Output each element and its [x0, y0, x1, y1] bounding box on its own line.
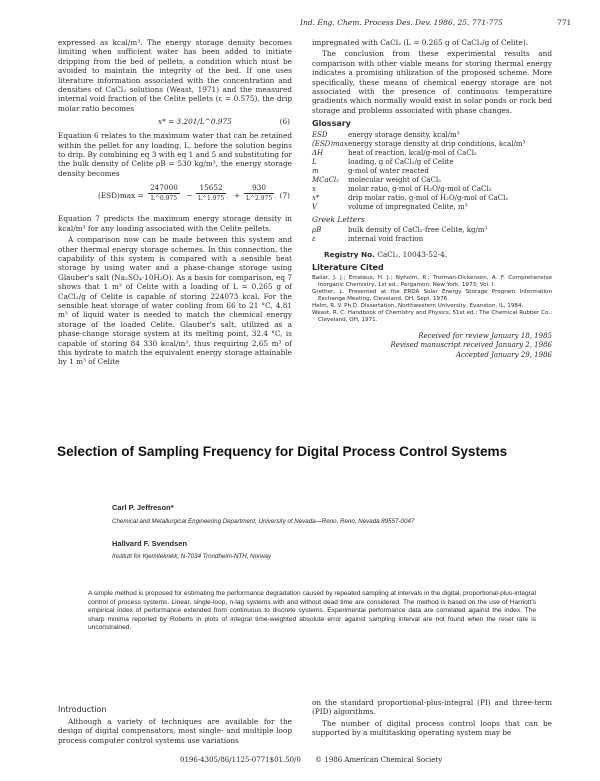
paragraph: impregnated with CaCl₂ (L = 0.265 g of CaCl₂/g of Celite).	[312, 38, 528, 47]
article-title: Selection of Sampling Frequency for Digital Process Control Systems	[57, 444, 508, 459]
paragraph: The conclusion from these experimental results and comparison with other viable means for storing thermal energy indicates a promising utilization of the proposed scheme. More specifically, these means of chemical energy storage are not associated with the presence of continuous temperature gradients which normally would exist in solar ponds or rock bed storage and problems associated with phase changes.	[312, 49, 552, 115]
glossary-symbol: m	[312, 166, 319, 175]
paragraph: Although a variety of techniques are available for the design of digital compensators, most single- and multiple loop process computer control systems use variations	[58, 717, 292, 745]
glossary-symbol: ρB	[312, 226, 322, 235]
glossary-symbol: (ESD)max	[312, 139, 348, 148]
manuscript-dates	[312, 332, 552, 360]
glossary-item	[312, 176, 552, 185]
denominator: L^0.975	[150, 194, 178, 202]
registry-label: Registry No.	[324, 250, 375, 260]
registry-value: CaCl₂, 10043-52-4.	[377, 250, 448, 260]
greek-letters-heading: Greek Letters	[312, 214, 365, 224]
denominator: L^2.975	[246, 194, 273, 202]
equation-6	[58, 115, 292, 129]
glossary-heading: Glossary	[312, 119, 351, 129]
glossary-symbol: MCaCl₂	[312, 175, 340, 184]
literature-list	[312, 275, 552, 324]
denominator: L^1.975	[198, 194, 225, 202]
reference-item: Grether, L. Presented at the ERDA Solar Energy Storage Program Information Exchange Meeting, Cleveland, OH, Sept. 1976.	[312, 288, 552, 302]
glossary-item	[312, 158, 552, 167]
revised-date: Revised manuscript received January 2, 1986	[390, 341, 552, 350]
glossary-symbol: ΔH	[312, 148, 324, 157]
glossary-item	[312, 167, 552, 176]
glossary-symbol: x*	[312, 193, 320, 202]
numerator: 15652	[196, 183, 226, 193]
glossary-definition: internal void fraction	[348, 235, 424, 244]
glossary-definition: loading, g of CaCl₂/g of Celite	[348, 157, 454, 166]
glossary-item	[312, 140, 552, 149]
glossary-definition: molecular weight of CaCl₂	[348, 175, 442, 184]
numerator: 247000	[150, 183, 178, 193]
glossary-item	[312, 203, 552, 212]
glossary-definition: molar ratio, g-mol of H₂O/g-mol of CaCl₂	[348, 184, 492, 193]
paragraph: Equation 7 predicts the maximum energy storage density in kcal/m³ for any loading associated with the Celite pellets.	[58, 214, 292, 233]
glossary-symbol: ESD	[312, 130, 328, 139]
plus-sign: +	[234, 191, 241, 201]
paragraph: on the standard proportional-plus-integral (PI) and three-term (PID) algorithms.	[312, 698, 552, 717]
glossary-list	[312, 131, 552, 212]
minus-sign: −	[186, 191, 193, 201]
glossary-definition: drip molar ratio, g-mol of H₂O/g-mol of CaCl₂	[348, 193, 509, 202]
glossary-definition: bulk density of CaCl₂-free Celite, kg/m³	[348, 226, 488, 235]
equation-7	[58, 181, 292, 211]
glossary-definition: energy storage density, kcal/m³	[348, 130, 460, 139]
glossary-definition: heat of reaction, kcal/g-mol of CaCl₂	[348, 148, 477, 157]
paragraph: A comparison now can be made between this system and other thermal energy storage schemes. In this connection, the capability of this system is compared with a sensible heat storage by using water and a phase-change storage using Glauber's salt (Na₂SO₄·10H₂O). As a basis for comparison, eq 7 shows that 1 m³ of Celite with a loading of L = 0.265 g of CaCl₂/g of Celite is capable of storing 224073 kcal. For the sensible heat storage of water cooling from 66 to 21 °C, 4.81 m³ of liquid water is needed to match the chemical energy storage of the loaded Celite. Glauber's salt, utilized as a phase-change storage system at its melting point, 32.4 °C, is capable of storing 84 330 kcal/m³, thus requiring 2.65 m³ of this hydrate to match the equivalent energy storage attainable by 1 m³ of Celite	[58, 235, 292, 367]
reference-item: Helm, R. V. Ph.D. Dissertation, Northwestern University, Evanston, IL, 1984.	[312, 302, 524, 309]
glossary-item	[312, 149, 552, 158]
received-date: Received for review January 18, 1985	[418, 331, 552, 340]
reference-item: Bailar, J. J.; Emeleus, H. J.; Nyholm, R.; Trotman-Dickenson, A. F. Comprehensive Inorganic Chemistry, 1st ed.; Pergamon: New York, 1973; Vol. I.	[312, 274, 552, 288]
fraction-term-3	[244, 183, 274, 203]
paragraph: expressed as kcal/m³. The energy storage density becomes limiting when sufficient water has been added to initiate dripping from the bed of pellets, a condition which must be avoided to maintain the integrity of the bed. If one uses literature information associated with the concentration and densities of CaCl₂ solutions (Weast, 1971) and the measured internal void fraction of the Celite pellets (ε = 0.575), the drip molar ratio becomes	[58, 38, 292, 113]
fraction-term-1	[148, 183, 180, 203]
page-footer	[180, 756, 454, 764]
intro-right	[312, 698, 552, 740]
intro-left	[58, 717, 292, 747]
reference-item: Weast, R. C. Handbook of Chemistry and Physics, 51st ed.; The Chemical Rubber Co.: Cleveland, OH, 1971.	[312, 309, 552, 323]
glossary-item	[312, 185, 552, 194]
glossary-definition: g-mol of water reacted	[348, 166, 429, 175]
author-name: Hallvard F. Svendsen	[112, 539, 188, 548]
right-column	[312, 38, 552, 360]
paragraph: Equation 6 relates to the maximum water that can be retained within the pellet for any loading, L, before the solution begins to drip. By combining eq 3 with eq 1 and 5 and substituting for the bulk density of Celite ρB = 530 kg/m³, the energy storage density becomes	[58, 131, 292, 178]
glossary-definition: volume of impregnated Celite, m³	[348, 202, 468, 211]
page-number: 771	[557, 18, 572, 27]
doi-code: 0196-4305/86/1125-0771$01.50/0	[180, 756, 301, 764]
accepted-date: Accepted January 29, 1986	[455, 350, 552, 359]
equation-number: (7)	[279, 191, 290, 201]
glossary-symbol: V	[312, 202, 318, 211]
section-heading: Introduction	[58, 705, 107, 714]
glossary-item	[312, 226, 552, 235]
abstract: A simple method is proposed for estimating the performance degradation caused by repeated sampling at intervals in the digital, proportional-plus-integral control of process systems. Linear, single-loop, n-lag systems with and without dead time are considered. The method is based on the use of Harriott's empirical index of performance extended from continuous to discrete systems. Experimental performance data are correlated against the index. The sharp minima reported by Roberts in plots of integral time-weighted absolute error against sampling interval are not found when the reset rate is unconstrained.	[88, 590, 536, 632]
author-affiliation: Chemical and Metallurgical Engineering Department, University of Nevada—Reno, Reno, Nevada 89557-0047	[112, 518, 415, 525]
fraction-term-2	[196, 183, 226, 203]
glossary-symbol: ε	[312, 235, 316, 244]
literature-heading: Literature Cited	[312, 263, 384, 273]
glossary-item	[312, 235, 552, 244]
glossary-symbol: L	[312, 157, 317, 166]
left-column	[58, 38, 292, 369]
author-name: Carl P. Jeffreson*	[112, 503, 174, 512]
equation-number: (6)	[279, 117, 290, 127]
paragraph: The number of digital process control loops that can be supported by a multitasking operating system may be	[312, 718, 552, 738]
equation-lhs: (ESD)max =	[98, 191, 144, 201]
equation-text: x* = 3.201/L^0.975	[158, 117, 232, 127]
copyright: © 1986 American Chemical Society	[315, 756, 443, 764]
glossary-symbol: x	[312, 184, 316, 193]
author-affiliation: Institutt for Kjemiteknikk, N-7034 Trondheim-NTH, Norway	[112, 553, 272, 560]
registry-number	[324, 250, 552, 259]
glossary-item	[312, 194, 552, 203]
glossary-item	[312, 131, 552, 140]
glossary-definition: energy storage density at drip conditions, kcal/m³	[348, 139, 526, 148]
numerator: 930	[244, 183, 274, 193]
journal-header: Ind. Eng. Chem. Process Des. Dev. 1986, 25, 771-775	[300, 18, 503, 27]
